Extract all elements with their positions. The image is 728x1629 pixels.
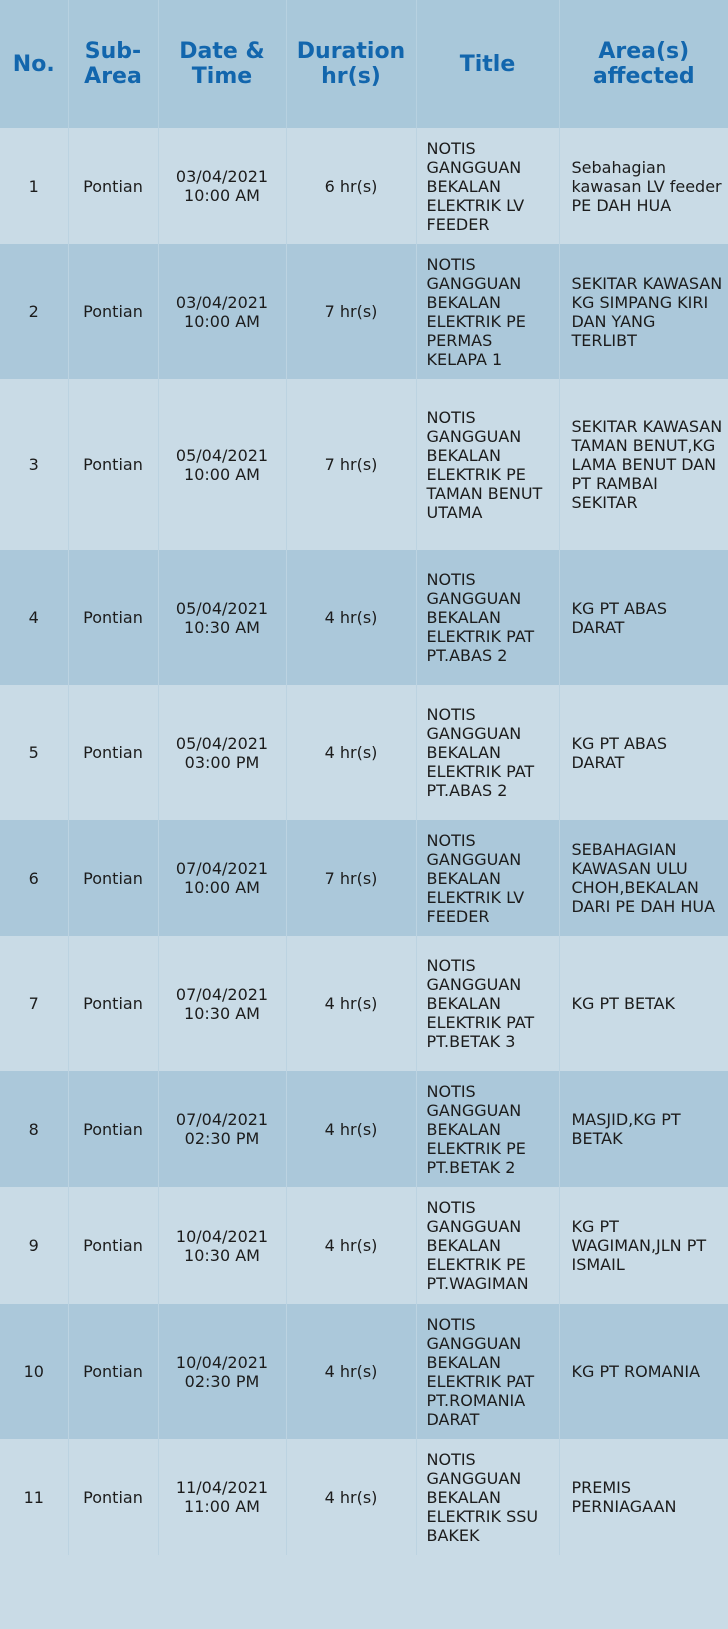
cell-date-time (158, 128, 286, 244)
cell-duration: 4 hr(s) (286, 936, 416, 1071)
cell-date: 07/04/2021 (175, 1110, 269, 1129)
cell-sub-area: Pontian (68, 1304, 158, 1439)
cell-no: 8 (0, 1071, 68, 1187)
cell-date: 11/04/2021 (175, 1478, 269, 1497)
header-sub-area: Sub-Area (68, 0, 158, 128)
table-row (0, 244, 728, 379)
cell-date-time (158, 1187, 286, 1304)
cell-areas-affected: SEKITAR KAWASAN TAMAN BENUT,KG LAMA BENUT DAN PT RAMBAI SEKITAR (571, 417, 723, 512)
table-row (0, 1304, 728, 1439)
header-title: Title (416, 0, 559, 128)
table-row (0, 685, 728, 820)
cell-time: 10:00 AM (184, 878, 260, 897)
cell-date: 07/04/2021 (175, 984, 269, 1004)
cell-time: 11:00 AM (184, 1497, 260, 1516)
table-row (0, 820, 728, 936)
header-duration: Duration hr(s) (286, 0, 416, 128)
cell-date-time (158, 1071, 286, 1187)
cell-time: 10:30 AM (184, 1003, 260, 1023)
cell-duration: 4 hr(s) (286, 550, 416, 685)
cell-date-time (158, 550, 286, 685)
cell-no: 1 (0, 128, 68, 244)
table-body (0, 128, 728, 1555)
cell-time: 10:00 AM (184, 186, 260, 205)
cell-title: NOTIS GANGGUAN BEKALAN ELEKTRIK PE TAMAN BENUT UTAMA (416, 379, 559, 550)
cell-no: 3 (0, 379, 68, 550)
cell-duration: 4 hr(s) (286, 1071, 416, 1187)
cell-date: 05/04/2021 (175, 445, 269, 465)
cell-date: 10/04/2021 (175, 1352, 269, 1372)
cell-title: NOTIS GANGGUAN BEKALAN ELEKTRIK SSU BAKEK (416, 1439, 559, 1555)
cell-duration: 7 hr(s) (286, 379, 416, 550)
cell-sub-area: Pontian (68, 244, 158, 379)
cell-sub-area: Pontian (68, 936, 158, 1071)
cell-time: 10:00 AM (184, 311, 260, 331)
cell-no: 4 (0, 550, 68, 685)
cell-date-time (158, 936, 286, 1071)
header-areas-affected: Area(s) affected (592, 39, 695, 89)
table-row (0, 1439, 728, 1555)
cell-date-time (158, 1439, 286, 1555)
cell-sub-area: Pontian (68, 685, 158, 820)
cell-duration: 4 hr(s) (286, 1187, 416, 1304)
cell-title: NOTIS GANGGUAN BEKALAN ELEKTRIK PE PT.BETAK 2 (416, 1071, 559, 1187)
cell-areas-affected: KG PT ABAS DARAT (571, 598, 668, 637)
cell-date-time (158, 685, 286, 820)
cell-no: 7 (0, 936, 68, 1071)
header-date-time: Date & Time (158, 0, 286, 128)
table-row (0, 550, 728, 685)
cell-time: 02:30 PM (184, 1371, 260, 1391)
cell-sub-area: Pontian (68, 1071, 158, 1187)
cell-sub-area: Pontian (68, 1439, 158, 1555)
cell-title: NOTIS GANGGUAN BEKALAN ELEKTRIK PE PERMAS KELAPA 1 (416, 244, 559, 379)
table-row (0, 1071, 728, 1187)
cell-sub-area: Pontian (68, 128, 158, 244)
cell-title: NOTIS GANGGUAN BEKALAN ELEKTRIK PAT PT.ABAS 2 (416, 685, 559, 820)
cell-duration: 4 hr(s) (286, 1439, 416, 1555)
table-row (0, 936, 728, 1071)
cell-date: 10/04/2021 (175, 1226, 269, 1246)
cell-areas-affected: SEKITAR KAWASAN KG SIMPANG KIRI DAN YANG TERLIBT (571, 273, 723, 350)
cell-duration: 4 hr(s) (286, 1304, 416, 1439)
cell-title: NOTIS GANGGUAN BEKALAN ELEKTRIK PAT PT.ROMANIA DARAT (416, 1304, 559, 1439)
cell-areas-affected: MASJID,KG PT BETAK (571, 1110, 681, 1148)
cell-duration: 4 hr(s) (286, 685, 416, 820)
cell-date: 05/04/2021 (175, 598, 269, 618)
cell-time: 10:00 AM (184, 464, 260, 484)
cell-areas-affected: KG PT BETAK (571, 994, 676, 1013)
header-no: No. (0, 0, 68, 128)
table-header (0, 0, 728, 128)
cell-date: 05/04/2021 (175, 733, 269, 753)
cell-areas-affected: Sebahagian kawasan LV feeder PE DAH HUA (571, 157, 722, 215)
cell-date: 03/04/2021 (175, 167, 269, 186)
cell-date: 07/04/2021 (175, 859, 269, 878)
cell-date-time (158, 1304, 286, 1439)
cell-sub-area: Pontian (68, 379, 158, 550)
cell-duration: 7 hr(s) (286, 820, 416, 936)
cell-date-time (158, 244, 286, 379)
cell-title: NOTIS GANGGUAN BEKALAN ELEKTRIK PE PT.WAGIMAN (416, 1187, 559, 1304)
cell-no: 11 (0, 1439, 68, 1555)
table-row (0, 1187, 728, 1304)
cell-areas-affected: PREMIS PERNIAGAAN (571, 1478, 677, 1516)
cell-no: 5 (0, 685, 68, 820)
cell-sub-area: Pontian (68, 820, 158, 936)
cell-time: 10:30 AM (184, 617, 260, 637)
cell-title: NOTIS GANGGUAN BEKALAN ELEKTRIK LV FEEDER (416, 128, 559, 244)
cell-date-time (158, 379, 286, 550)
cell-title: NOTIS GANGGUAN BEKALAN ELEKTRIK LV FEEDER (416, 820, 559, 936)
cell-time: 10:30 AM (184, 1245, 260, 1265)
cell-time: 02:30 PM (184, 1129, 260, 1148)
cell-areas-affected: KG PT WAGIMAN,JLN PT ISMAIL (571, 1217, 707, 1274)
cell-areas-affected: KG PT ROMANIA (571, 1362, 701, 1381)
cell-title: NOTIS GANGGUAN BEKALAN ELEKTRIK PAT PT.ABAS 2 (416, 550, 559, 685)
cell-duration: 7 hr(s) (286, 244, 416, 379)
cell-no: 2 (0, 244, 68, 379)
header-row (0, 0, 728, 128)
cell-date-time (158, 820, 286, 936)
cell-sub-area: Pontian (68, 1187, 158, 1304)
table-row (0, 128, 728, 244)
cell-no: 10 (0, 1304, 68, 1439)
cell-areas-affected: KG PT ABAS DARAT (571, 733, 668, 772)
cell-title: NOTIS GANGGUAN BEKALAN ELEKTRIK PAT PT.BETAK 3 (416, 936, 559, 1071)
table-row (0, 379, 728, 550)
cell-duration: 6 hr(s) (286, 128, 416, 244)
cell-time: 03:00 PM (184, 752, 260, 772)
cell-no: 9 (0, 1187, 68, 1304)
cell-no: 6 (0, 820, 68, 936)
cell-date: 03/04/2021 (175, 292, 269, 312)
cell-areas-affected: SEBAHAGIAN KAWASAN ULU CHOH,BEKALAN DARI PE DAH HUA (571, 840, 716, 916)
cell-sub-area: Pontian (68, 550, 158, 685)
